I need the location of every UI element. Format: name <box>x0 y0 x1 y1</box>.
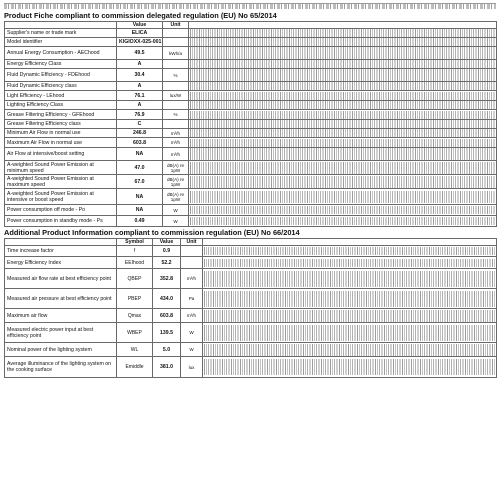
fiche-row-translations <box>189 82 497 91</box>
fiche-row-unit: W <box>163 216 189 227</box>
info-row <box>5 323 497 343</box>
fiche-row-value: 30.4 <box>117 69 163 82</box>
info-row-symbol: PBEP <box>117 289 153 309</box>
info-row-value: 352.8 <box>153 269 181 289</box>
info-row-symbol: WBEP <box>117 323 153 343</box>
fiche-row <box>5 205 497 216</box>
info-row-unit: W <box>181 323 203 343</box>
fiche-row-label: Annual Energy Consumption - AEChood <box>5 47 117 60</box>
translation-fine-print <box>204 259 495 267</box>
translation-fine-print <box>204 291 495 307</box>
info-row-label: Measured air pressure at best efficiency point <box>5 289 117 309</box>
translation-fine-print <box>190 206 495 214</box>
fiche-row-value: ELICA <box>117 29 163 38</box>
info-row-symbol: f <box>117 246 153 257</box>
fiche-row-label: A-weighted Sound Power Emission at minimum speed <box>5 161 117 175</box>
fiche-row-value: 0.49 <box>117 216 163 227</box>
header-symbol: Symbol <box>117 239 153 246</box>
fiche-row-label: Grease Filtering Efficiency - GFEhood <box>5 110 117 120</box>
translation-fine-print <box>204 344 495 356</box>
product-fiche-table <box>4 21 497 227</box>
fiche-row-unit: dB(A) re 1pW <box>163 175 189 189</box>
info-row-value: 139.5 <box>153 323 181 343</box>
fiche-row <box>5 47 497 60</box>
fiche-row <box>5 101 497 110</box>
additional-info-body <box>5 246 497 378</box>
info-row-value: 434.0 <box>153 289 181 309</box>
fiche-row-label: Model identifier <box>5 38 117 47</box>
fiche-row-value: A <box>117 82 163 91</box>
info-row <box>5 257 497 269</box>
fiche-row <box>5 175 497 189</box>
fiche-row-label: Energy Efficiency Class <box>5 60 117 69</box>
header-translations <box>203 239 497 246</box>
fiche-row-label: Light Efficiency - LEhood <box>5 91 117 101</box>
product-fiche-body <box>5 29 497 227</box>
fiche-row-value: NA <box>117 148 163 161</box>
fiche-row-unit <box>163 60 189 69</box>
fiche-row-translations <box>189 161 497 175</box>
info-row <box>5 269 497 289</box>
translation-fine-print <box>190 217 495 225</box>
translation-fine-print <box>190 101 495 109</box>
fiche-row-label: Supplier's name or trade mark <box>5 29 117 38</box>
info-row-label: Time increase factor <box>5 246 117 257</box>
header-value: Value <box>153 239 181 246</box>
info-row-label: Energy Efficiency Index <box>5 257 117 269</box>
translation-fine-print <box>190 29 495 37</box>
fiche-row-label: Air Flow at intensive/boost setting <box>5 148 117 161</box>
info-row <box>5 343 497 357</box>
translation-fine-print <box>204 310 495 322</box>
fiche-row-unit: dB(A) re 1pW <box>163 189 189 205</box>
fiche-row <box>5 29 497 38</box>
header-blank <box>5 22 117 29</box>
info-row-value: 52.2 <box>153 257 181 269</box>
info-row-unit: m³/h <box>181 309 203 323</box>
info-row-unit: W <box>181 343 203 357</box>
fiche-row <box>5 38 497 47</box>
translation-fine-print <box>190 82 495 90</box>
fiche-row <box>5 120 497 129</box>
info-row-label: Average illuminance of the lighting system on the cooking surface <box>5 357 117 378</box>
translation-fine-print <box>204 325 495 341</box>
info-row-symbol: WL <box>117 343 153 357</box>
fiche-row-value: A <box>117 101 163 110</box>
fiche-row-unit: dB(A) re 1pW <box>163 161 189 175</box>
fiche-row-translations <box>189 38 497 47</box>
info-row-unit <box>181 246 203 257</box>
fiche-row-translations <box>189 101 497 110</box>
info-row-symbol: EEIhood <box>117 257 153 269</box>
info-row-value: 0.9 <box>153 246 181 257</box>
info-row-symbol: Qmax <box>117 309 153 323</box>
additional-info-title: Additional Product Information compliant to commission regulation (EU) No 66/2014 <box>4 228 300 237</box>
fiche-row-value: 76.9 <box>117 110 163 120</box>
fiche-row-unit: m³/h <box>163 138 189 148</box>
fiche-row-unit: W <box>163 205 189 216</box>
fiche-row-value: 603.8 <box>117 138 163 148</box>
fiche-row-value: 47.0 <box>117 161 163 175</box>
fiche-row-label: Grease Filtering Efficiency class <box>5 120 117 129</box>
fiche-row-value: 76.1 <box>117 91 163 101</box>
fiche-row <box>5 129 497 138</box>
info-row-value: 603.8 <box>153 309 181 323</box>
info-row-label: Measured air flow rate at best efficiency point <box>5 269 117 289</box>
info-row <box>5 246 497 257</box>
fiche-row <box>5 110 497 120</box>
fiche-row <box>5 82 497 91</box>
fiche-row-translations <box>189 175 497 189</box>
translation-fine-print <box>204 271 495 287</box>
info-row-unit: lux <box>181 357 203 378</box>
fiche-row-label: Maximum Air Flow in normal use <box>5 138 117 148</box>
fiche-row <box>5 138 497 148</box>
fiche-row <box>5 69 497 82</box>
fiche-row <box>5 91 497 101</box>
fiche-row-translations <box>189 91 497 101</box>
info-row-symbol: Emiddle <box>117 357 153 378</box>
fiche-row-value: C <box>117 120 163 129</box>
translation-fine-print <box>190 69 495 81</box>
info-row-translations <box>203 357 497 378</box>
info-row-translations <box>203 257 497 269</box>
header-translations <box>189 22 497 29</box>
fiche-row-label: Lighting Efficiency Class <box>5 101 117 110</box>
info-row-translations <box>203 289 497 309</box>
additional-info-table <box>4 238 497 378</box>
fiche-row-unit <box>163 38 189 47</box>
info-row-translations <box>203 269 497 289</box>
fiche-row-translations <box>189 120 497 129</box>
translation-fine-print <box>190 47 495 59</box>
fiche-row-unit: m³/h <box>163 148 189 161</box>
fiche-row <box>5 161 497 175</box>
translation-fine-print <box>190 139 495 147</box>
fiche-row-value: 67.0 <box>117 175 163 189</box>
product-fiche-title: Product Fiche compliant to commission delegated regulation (EU) No 65/2014 <box>4 11 277 20</box>
header-blank <box>5 239 117 246</box>
fiche-row-unit: m³/h <box>163 129 189 138</box>
fiche-row-translations <box>189 205 497 216</box>
fiche-row-translations <box>189 47 497 60</box>
fiche-row <box>5 216 497 227</box>
fiche-row-unit: kWh/a <box>163 47 189 60</box>
translation-fine-print <box>190 176 495 188</box>
fiche-row-translations <box>189 138 497 148</box>
fiche-row-translations <box>189 60 497 69</box>
fiche-row-unit <box>163 29 189 38</box>
translation-fine-print <box>204 359 495 375</box>
info-row-unit: Pa <box>181 289 203 309</box>
fiche-row-value: A <box>117 60 163 69</box>
fiche-row-translations <box>189 69 497 82</box>
fiche-row-unit: % <box>163 110 189 120</box>
fiche-row <box>5 148 497 161</box>
fiche-row-value: 49.5 <box>117 47 163 60</box>
info-row-symbol: QBEP <box>117 269 153 289</box>
fiche-row-unit: lux/W <box>163 91 189 101</box>
info-row-unit <box>181 257 203 269</box>
translation-fine-print <box>190 129 495 137</box>
fiche-row-value: NA <box>117 189 163 205</box>
fiche-row-unit <box>163 101 189 110</box>
info-row-label: Maximum air flow <box>5 309 117 323</box>
info-row <box>5 309 497 323</box>
product-fiche-header-row <box>5 22 497 29</box>
fiche-row-translations <box>189 216 497 227</box>
translation-fine-print <box>190 191 495 203</box>
fiche-row-value: KIGIOXX-025-001 <box>117 38 163 47</box>
translation-fine-print <box>190 60 495 68</box>
info-row-unit: m³/h <box>181 269 203 289</box>
fiche-row-label: Minimum Air Flow in normal use <box>5 129 117 138</box>
energy-label-sheet <box>4 2 496 378</box>
fiche-row-label: Fluid Dynamic Efficiency class <box>5 82 117 91</box>
translation-fine-print <box>190 92 495 100</box>
info-row-translations <box>203 323 497 343</box>
info-row <box>5 357 497 378</box>
info-row-label: Nominal power of the lighting system <box>5 343 117 357</box>
fiche-row-label: Power consumption off mode - Po <box>5 205 117 216</box>
fiche-row-value: NA <box>117 205 163 216</box>
info-row-value: 5.0 <box>153 343 181 357</box>
info-row-translations <box>203 246 497 257</box>
fiche-row-translations <box>189 129 497 138</box>
fiche-row-translations <box>189 189 497 205</box>
info-row-translations <box>203 343 497 357</box>
header-unit: Unit <box>163 22 189 29</box>
fiche-row <box>5 60 497 69</box>
translation-fine-print <box>190 120 495 128</box>
translation-fine-print <box>204 247 495 255</box>
translation-fine-print <box>190 162 495 174</box>
fiche-row-label: A-weighted Sound Power Emission at intensive or boost speed <box>5 189 117 205</box>
fiche-row-label: Fluid Dynamic Efficiency - FDEhood <box>5 69 117 82</box>
fiche-row-value: 246.8 <box>117 129 163 138</box>
translation-fine-print <box>190 148 495 160</box>
info-row-value: 381.0 <box>153 357 181 378</box>
info-row-label: Measured electric power input at best efficiency point <box>5 323 117 343</box>
fiche-row-label: A-weighted Sound Power Emission at maximum speed <box>5 175 117 189</box>
fiche-row-unit <box>163 82 189 91</box>
header-unit: Unit <box>181 239 203 246</box>
info-row-translations <box>203 309 497 323</box>
translation-fine-print <box>190 111 495 119</box>
fiche-row-translations <box>189 29 497 38</box>
fiche-row <box>5 189 497 205</box>
fiche-row-unit <box>163 120 189 129</box>
fiche-row-label: Power consumption in standby mode - Ps <box>5 216 117 227</box>
additional-info-header-row <box>5 239 497 246</box>
fiche-row-translations <box>189 148 497 161</box>
fiche-row-unit: % <box>163 69 189 82</box>
header-value: Value <box>117 22 163 29</box>
header-translation-band <box>4 3 496 9</box>
info-row <box>5 289 497 309</box>
fiche-row-translations <box>189 110 497 120</box>
translation-fine-print <box>190 38 495 46</box>
